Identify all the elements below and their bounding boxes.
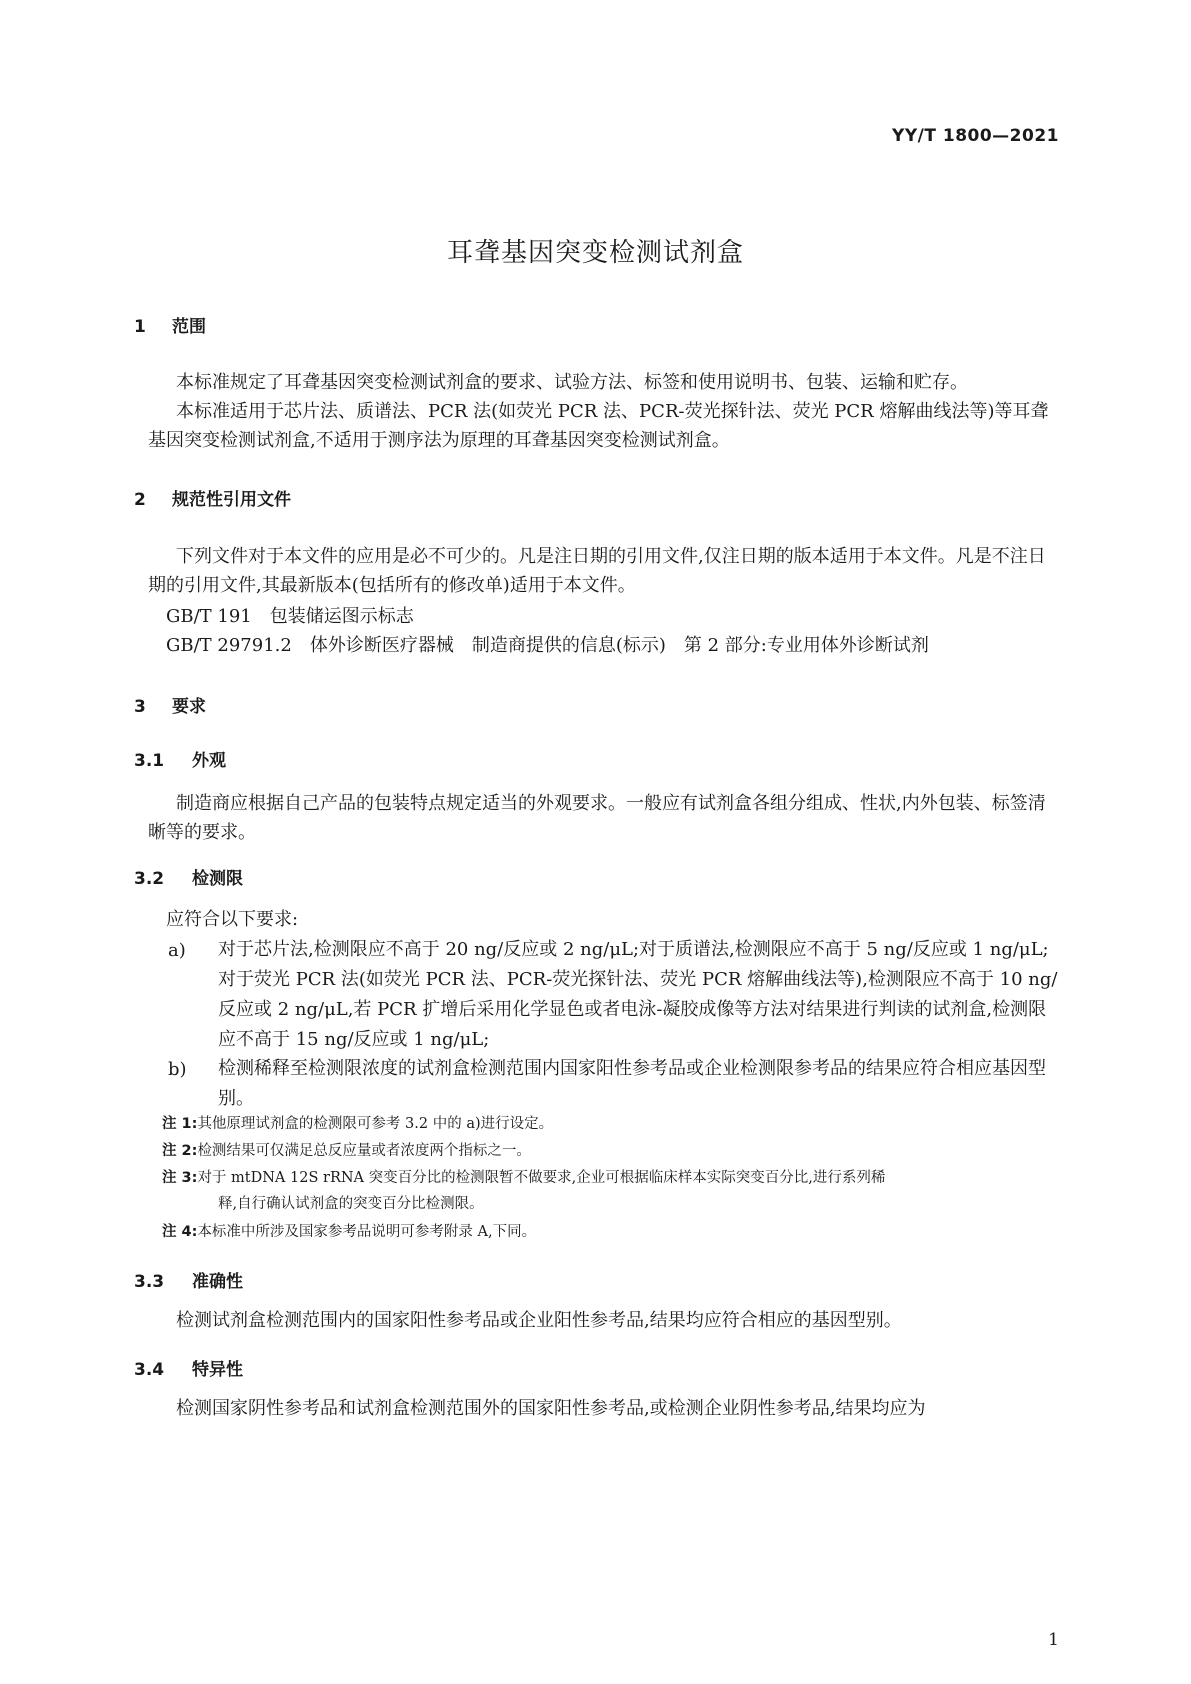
note-3: [162, 1166, 885, 1190]
list-item-a-marker: a): [168, 940, 186, 961]
standard-code: YY/T 1800—2021: [892, 126, 1059, 146]
section-3-2-heading: [134, 864, 243, 889]
section-number: 3.3: [134, 1272, 165, 1292]
list-item-b-marker: b): [168, 1059, 187, 1080]
section-title: 规范性引用文件: [172, 490, 291, 510]
reference-gbt-191: GB/T 191 包装储运图示标志: [166, 606, 414, 627]
section-1-paragraph-1: 本标准规定了耳聋基因突变检测试剂盒的要求、试验方法、标签和使用说明书、包装、运输和贮存。: [176, 372, 968, 393]
reference-gbt-29791-2: GB/T 29791.2 体外诊断医疗器械 制造商提供的信息(标示) 第 2 部分:专业用体外诊断试剂: [166, 635, 929, 656]
requirement-intro: 应符合以下要求:: [166, 909, 299, 930]
section-1-paragraph-2: 本标准适用于芯片法、质谱法、PCR 法(如荧光 PCR 法、PCR-荧光探针法、荧光 PCR 熔解曲线法等)等耳聋基因突变检测试剂盒,不适用于测序法为原理的耳聋基因突变检测试剂盒。: [148, 401, 1049, 451]
section-number: 2: [134, 490, 146, 510]
note-2: [162, 1139, 531, 1163]
section-2-paragraph: 下列文件对于本文件的应用是必不可少的。凡是注日期的引用文件,仅注日期的版本适用于本文件。凡是不注日期的引用文件,其最新版本(包括所有的修改单)适用于本文件。: [148, 546, 1046, 596]
document-title: 耳聋基因突变检测试剂盒: [446, 238, 744, 268]
section-3-3-heading: [134, 1267, 243, 1292]
section-number: 3.4: [134, 1360, 165, 1380]
section-title: 准确性: [192, 1272, 243, 1292]
section-title: 要求: [172, 697, 206, 717]
note-label: 注 3:: [162, 1170, 198, 1186]
list-item-b: 检测稀释至检测限浓度的试剂盒检测范围内国家阳性参考品或企业检测限参考品的结果应符合相应基因型别。: [218, 1058, 1046, 1109]
section-title: 外观: [192, 751, 226, 771]
note-text: 检测结果可仅满足总反应量或者浓度两个指标之一。: [197, 1143, 531, 1159]
section-title: 范围: [172, 317, 206, 337]
section-number: 3.2: [134, 869, 165, 889]
note-text: 其他原理试剂盒的检测限可参考 3.2 中的 a)进行设定。: [197, 1116, 554, 1132]
section-3-1-paragraph: 制造商应根据自己产品的包装特点规定适当的外观要求。一般应有试剂盒各组分组成、性状,内外包装、标签清晰等的要求。: [148, 793, 1046, 843]
section-number: 3: [134, 697, 146, 717]
note-3-continuation: 释,自行确认试剂盒的突变百分比检测限。: [218, 1196, 484, 1212]
section-2-heading: [134, 485, 291, 510]
section-3-4-heading: [134, 1355, 243, 1380]
list-item-a: 对于芯片法,检测限应不高于 20 ng/反应或 2 ng/μL;对于质谱法,检测限应不高于 5 ng/反应或 1 ng/μL;对于荧光 PCR 法(如荧光 PCR 法、PCR-荧光探针法、荧光 PCR 熔解曲线法等),检测限应不高于 10 ng/反应或 2 ng/μL,若 PCR 扩增后采用化学显色或者电泳-凝胶成像等方法对结果进行判读的试剂盒,检测限应不高于 15 ng/反应或 1 ng/μL;: [218, 939, 1058, 1050]
section-3-1-heading: [134, 746, 226, 771]
note-label: 注 4:: [162, 1224, 198, 1240]
note-label: 注 1:: [162, 1116, 198, 1132]
note-text: 本标准中所涉及国家参考品说明可参考附录 A,下同。: [197, 1224, 537, 1240]
page-number: 1: [1048, 1630, 1059, 1650]
note-text: 对于 mtDNA 12S rRNA 突变百分比的检测限暂不做要求,企业可根据临床样本实际突变百分比,进行系列稀: [197, 1170, 886, 1186]
section-title: 检测限: [192, 869, 243, 889]
section-number: 1: [134, 317, 146, 337]
note-1: [162, 1112, 553, 1136]
section-1-heading: [134, 312, 206, 337]
section-number: 3.1: [134, 751, 165, 771]
note-label: 注 2:: [162, 1143, 198, 1159]
section-title: 特异性: [192, 1360, 243, 1380]
section-3-heading: [134, 692, 206, 717]
section-3-3-paragraph: 检测试剂盒检测范围内的国家阳性参考品或企业阳性参考品,结果均应符合相应的基因型别。: [176, 1310, 902, 1331]
note-4: [162, 1220, 536, 1244]
section-3-4-paragraph: 检测国家阴性参考品和试剂盒检测范围外的国家阳性参考品,或检测企业阴性参考品,结果均应为: [176, 1398, 926, 1419]
